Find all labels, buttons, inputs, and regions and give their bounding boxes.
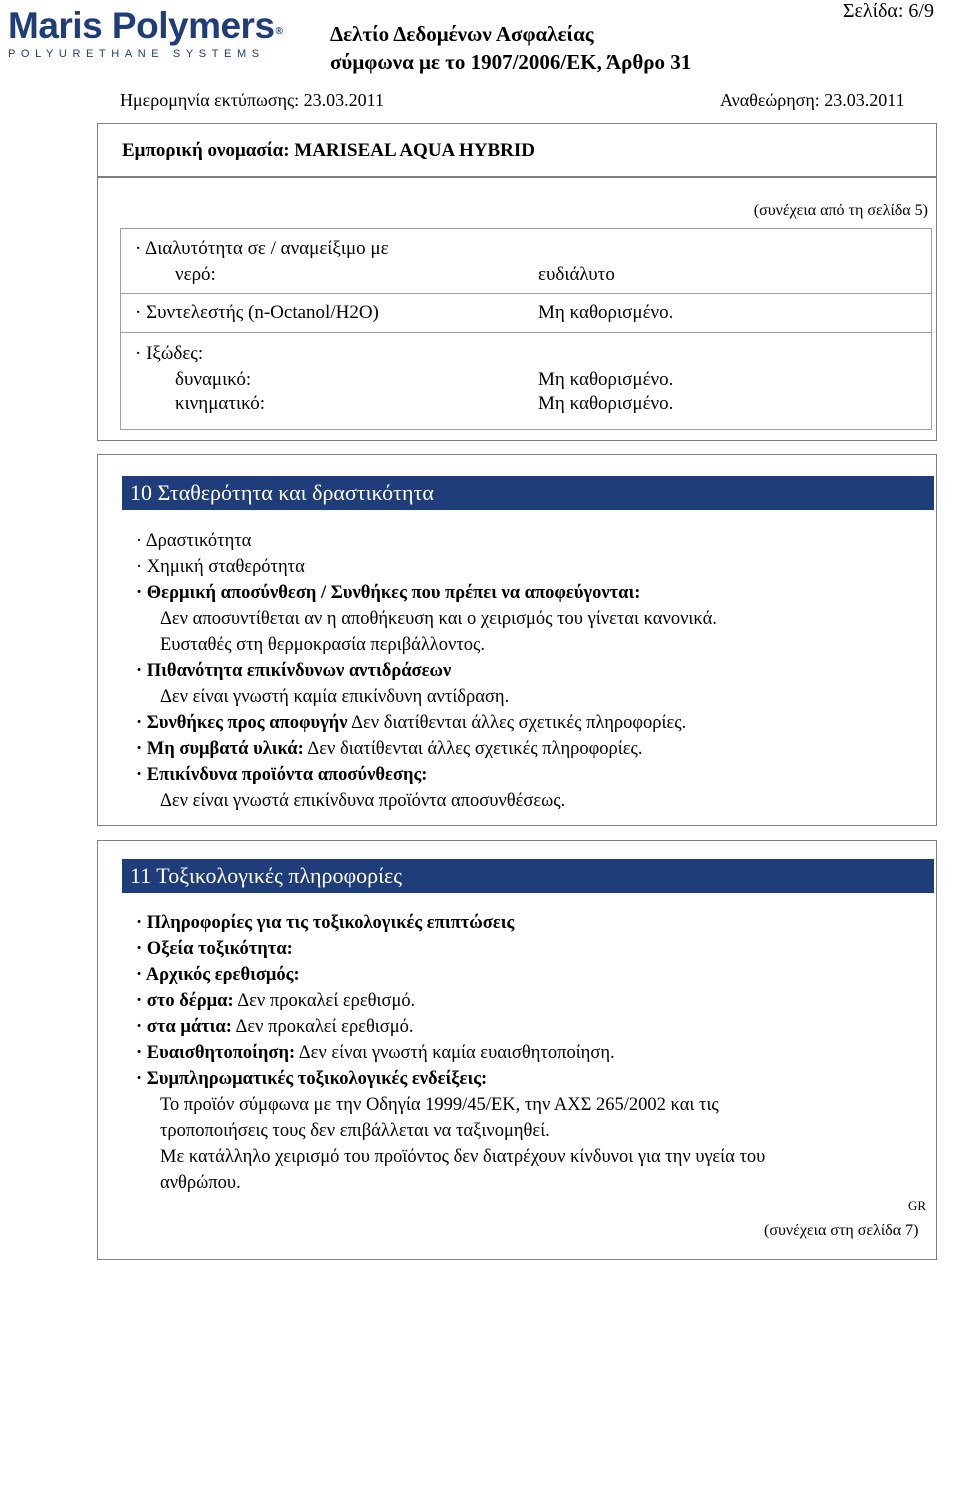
language-code: GR [908, 1198, 927, 1213]
thermal-decomposition-label: · Θερμική αποσύνθεση / Συνθήκες που πρέπει να αποφεύγονται: [136, 583, 641, 603]
toxicological-effects-label: · Πληροφορίες για τις τοξικολογικές επιπτώσεις [136, 913, 515, 933]
partition-label: · Συντελεστής (n-Octanol/H2O) [135, 302, 379, 323]
registered-mark: ® [275, 26, 283, 37]
dynamic-viscosity-value: Μη καθορισμένο. [538, 369, 674, 390]
sensitization [136, 1040, 615, 1066]
viscosity-label: · Ιξώδες: [135, 343, 204, 364]
conditions-label: · Συνθήκες προς αποφυγήν [136, 713, 348, 733]
additional-info-line-3: Με κατάλληλο χειρισμό του προϊόντος δεν διατρέχουν κίνδυνοι για την υγεία του [160, 1147, 766, 1167]
skin-text: Δεν προκαλεί ερεθισμό. [233, 991, 416, 1011]
solubility-value: ευδιάλυτο [538, 264, 615, 285]
properties-table [120, 228, 932, 430]
row-divider [121, 293, 931, 294]
hazardous-reactions-text: Δεν είναι γνωστή καμία επικίνδυνη αντίδραση. [160, 687, 510, 707]
additional-info-line-2: τροποποιήσεις τους δεν επιβάλλεται να ταξινομηθεί. [160, 1121, 550, 1141]
chemical-stability-label: · Χημική σταθερότητα [136, 557, 305, 577]
row-divider [121, 332, 931, 333]
thermal-decomposition-text: Δεν αποσυντίθεται αν η αποθήκευση και ο χειρισμός του γίνεται κανονικά. [160, 609, 717, 629]
company-logo [8, 6, 298, 60]
section-10-box [97, 454, 937, 826]
partition-value: Μη καθορισμένο. [538, 302, 674, 323]
skin-irritation [136, 988, 415, 1014]
solubility-label-cont: νερό: [175, 264, 216, 285]
hazardous-reactions-label: · Πιθανότητα επικίνδυνων αντιδράσεων [136, 661, 452, 681]
incompatible-label: · Μη συμβατά υλικά: [136, 739, 304, 759]
eye-irritation [136, 1014, 414, 1040]
thermal-stability-text: Ευσταθές στη θερμοκρασία περιβάλλοντος. [160, 635, 486, 655]
document-subtitle: σύμφωνα με το 1907/2006/ΕΚ, Άρθρο 31 [330, 50, 692, 74]
logo-subtitle: POLYURETHANE SYSTEMS [8, 48, 265, 60]
continuation-previous: (συνέχεια από τη σελίδα 5) [753, 202, 928, 219]
acute-toxicity-label: · Οξεία τοξικότητα: [136, 939, 293, 959]
sensitization-text: Δεν είναι γνωστή καμία ευαισθητοποίηση. [295, 1043, 615, 1063]
additional-info-line-4: ανθρώπου. [160, 1173, 241, 1193]
logo-text: Maris Polymers [8, 5, 275, 46]
kinematic-viscosity-value: Μη καθορισμένο. [538, 393, 674, 414]
trade-name-box [97, 123, 937, 177]
kinematic-viscosity-label: κινηματικό: [175, 393, 266, 414]
irritation-label: · Αρχικός ερεθισμός: [136, 965, 300, 985]
sensitization-label: · Ευαισθητοποίηση: [136, 1043, 296, 1063]
conditions-text: Δεν διατίθενται άλλες σχετικές πληροφορίες. [347, 713, 687, 733]
section-11-heading: 11 Τοξικολογικές πληροφορίες [122, 859, 934, 893]
print-date: Ημερομηνία εκτύπωσης: 23.03.2011 [120, 90, 384, 110]
reactivity-label: · Δραστικότητα [136, 531, 252, 551]
skin-label: · στο δέρμα: [136, 991, 234, 1011]
page-number: Σελίδα: 6/9 [842, 0, 934, 22]
trade-name: Εμπορική ονομασία: MARISEAL AQUA HYBRID [122, 140, 535, 161]
properties-box [97, 177, 937, 441]
conditions-to-avoid [136, 710, 686, 736]
incompatible-materials [136, 736, 642, 762]
section-10-heading: 10 Σταθερότητα και δραστικότητα [122, 476, 934, 510]
decomposition-products-text: Δεν είναι γνωστά επικίνδυνα προϊόντα αποσυνθέσεως. [160, 791, 566, 811]
continuation-next: (συνέχεια στη σελίδα 7) [764, 1222, 919, 1239]
eyes-text: Δεν προκαλεί ερεθισμό. [231, 1017, 414, 1037]
incompatible-text: Δεν διατίθενται άλλες σχετικές πληροφορίες. [303, 739, 643, 759]
solubility-label: · Διαλυτότητα σε / αναμείξιμο με [135, 238, 389, 259]
section-11-box [97, 840, 937, 1260]
additional-info-label: · Συμπληρωματικές τοξικολογικές ενδείξεις: [136, 1069, 488, 1089]
dynamic-viscosity-label: δυναμικό: [175, 369, 252, 390]
eyes-label: · στα μάτια: [136, 1017, 232, 1037]
decomposition-products-label: · Επικίνδυνα προϊόντα αποσύνθεσης: [136, 765, 428, 785]
document-title: Δελτίο Δεδομένων Ασφαλείας [330, 22, 594, 46]
additional-info-line-1: Το προϊόν σύμφωνα με την Οδηγία 1999/45/ΕΚ, την ΑΧΣ 265/2002 και τις [160, 1095, 719, 1115]
revision-date: Αναθεώρηση: 23.03.2011 [720, 90, 905, 110]
